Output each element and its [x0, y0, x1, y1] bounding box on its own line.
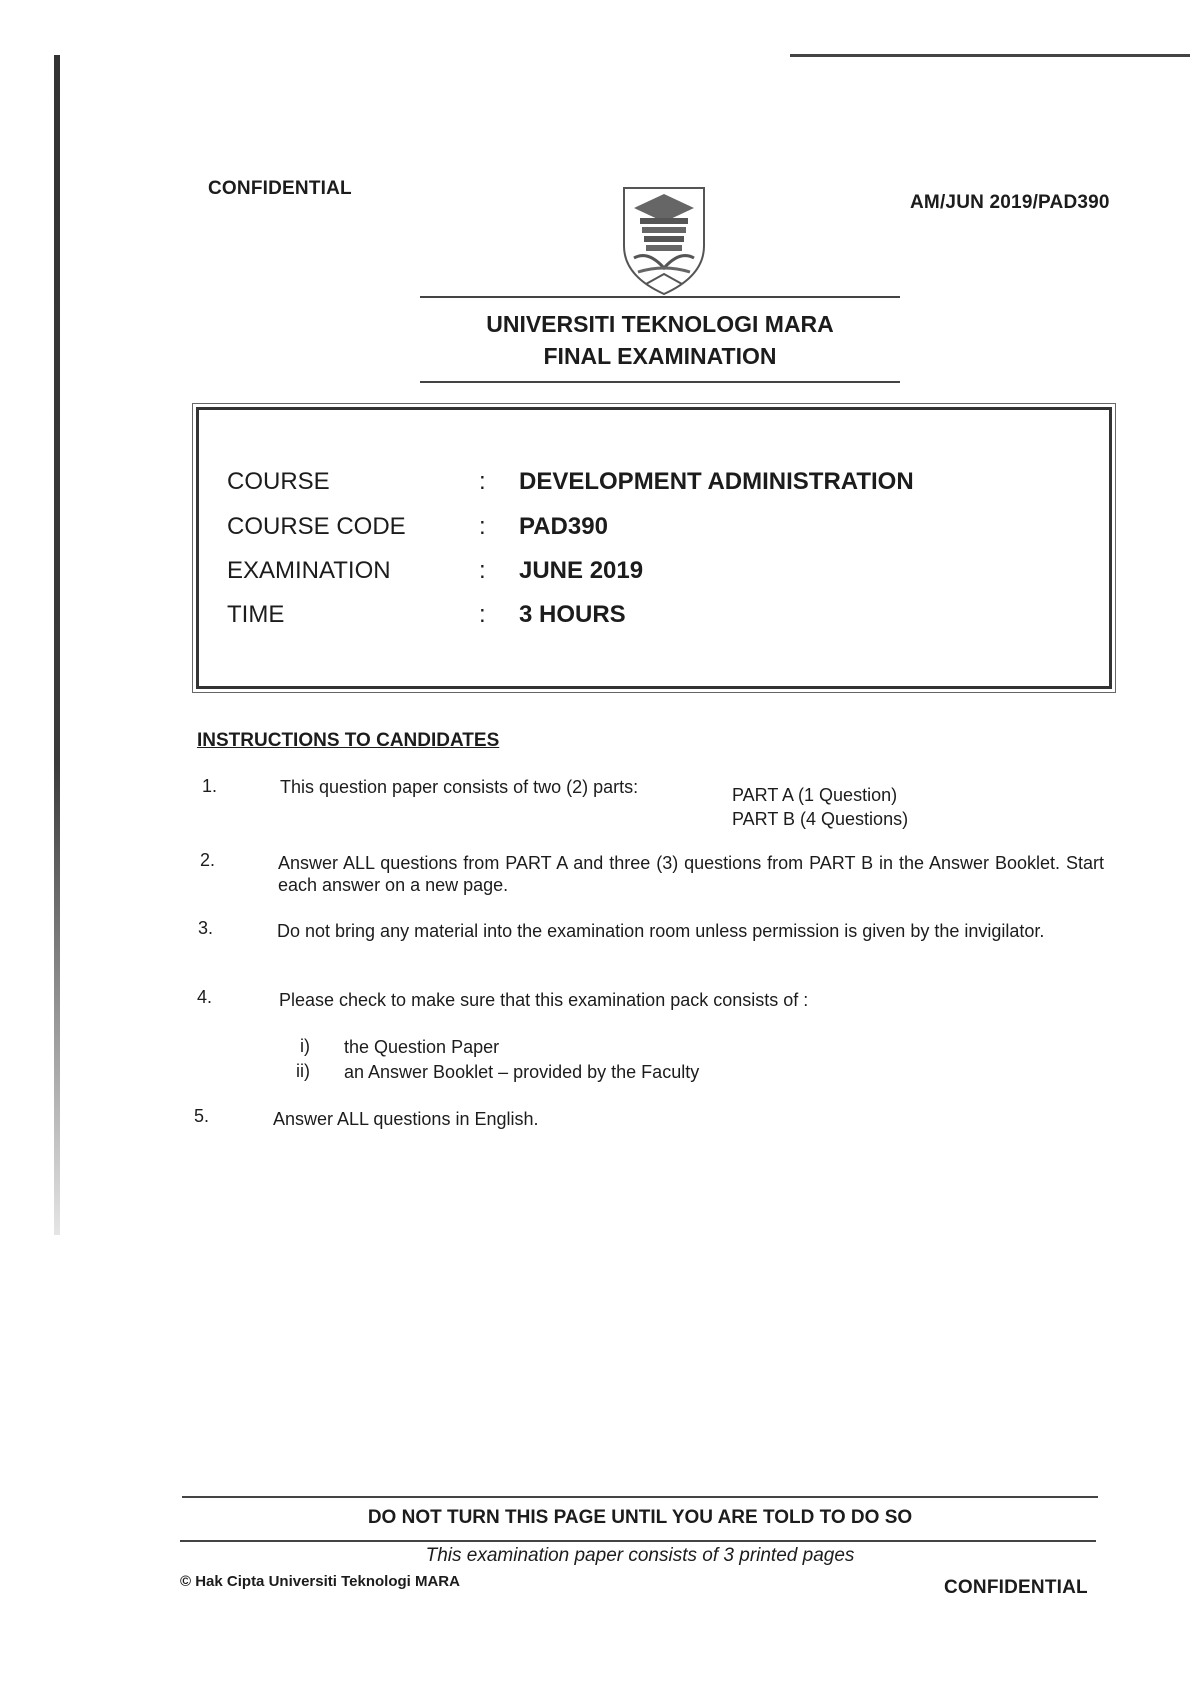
instruction-text: This question paper consists of two (2) parts: [280, 777, 639, 797]
instruction-number: 3. [198, 918, 214, 938]
time-colon: : [479, 601, 486, 628]
instruction-part-b: PART B (4 Questions) [732, 809, 909, 829]
title-rule-top [420, 296, 900, 298]
instruction-part-a: PART A (1 Question) [732, 785, 898, 805]
instruction-number: 5. [194, 1106, 210, 1126]
header-confidential: CONFIDENTIAL [208, 178, 352, 199]
time-value: 3 HOURS [519, 601, 626, 628]
exam-title: FINAL EXAMINATION [543, 343, 777, 369]
instruction-number: 4. [197, 987, 213, 1007]
scan-edge-top [790, 54, 1190, 57]
instruction-text: Answer ALL questions in English. [273, 1109, 539, 1129]
instruction-sub-text: the Question Paper [344, 1037, 500, 1057]
instruction-text: Please check to make sure that this examination pack consists of : [279, 990, 809, 1010]
course-value: DEVELOPMENT ADMINISTRATION [519, 468, 914, 495]
examination-label: EXAMINATION [227, 557, 391, 584]
university-name: UNIVERSITI TEKNOLOGI MARA [486, 311, 834, 337]
footer-rule-middle [180, 1540, 1096, 1542]
instructions-heading: INSTRUCTIONS TO CANDIDATES [197, 730, 500, 751]
instruction-sub-number: ii) [296, 1061, 310, 1081]
footer-rule-top [182, 1496, 1098, 1498]
instruction-text: Answer ALL questions from PART A and three (3) questions from PART B in the Answer Booklet. Start each answer on a new page. [278, 853, 1104, 895]
uitm-crest-icon [616, 184, 712, 298]
instruction-sub-number: i) [300, 1036, 310, 1056]
header-paper-code: AM/JUN 2019/PAD390 [910, 192, 1110, 213]
instruction-number: 2. [200, 850, 216, 870]
course-code-colon: : [479, 513, 486, 540]
course-label: COURSE [227, 468, 330, 495]
footer-warning: DO NOT TURN THIS PAGE UNTIL YOU ARE TOLD TO DO SO [367, 1507, 913, 1528]
course-info-box [196, 407, 1112, 689]
course-code-value: PAD390 [519, 513, 608, 540]
instruction-sub-text: an Answer Booklet – provided by the Faculty [344, 1062, 700, 1082]
course-colon: : [479, 468, 486, 495]
footer-copyright: © Hak Cipta Universiti Teknologi MARA [180, 1573, 460, 1590]
instruction-text: Do not bring any material into the examination room unless permission is given by the invigilator. [277, 921, 1045, 941]
course-code-label: COURSE CODE [227, 513, 406, 540]
title-rule-bottom [420, 381, 900, 383]
scan-edge-left [54, 55, 60, 1235]
time-label: TIME [227, 601, 285, 628]
examination-value: JUNE 2019 [519, 557, 644, 584]
instruction-number: 1. [202, 776, 218, 796]
examination-colon: : [479, 557, 486, 584]
footer-page-count: This examination paper consists of 3 printed pages [425, 1545, 855, 1566]
footer-confidential: CONFIDENTIAL [944, 1577, 1088, 1598]
